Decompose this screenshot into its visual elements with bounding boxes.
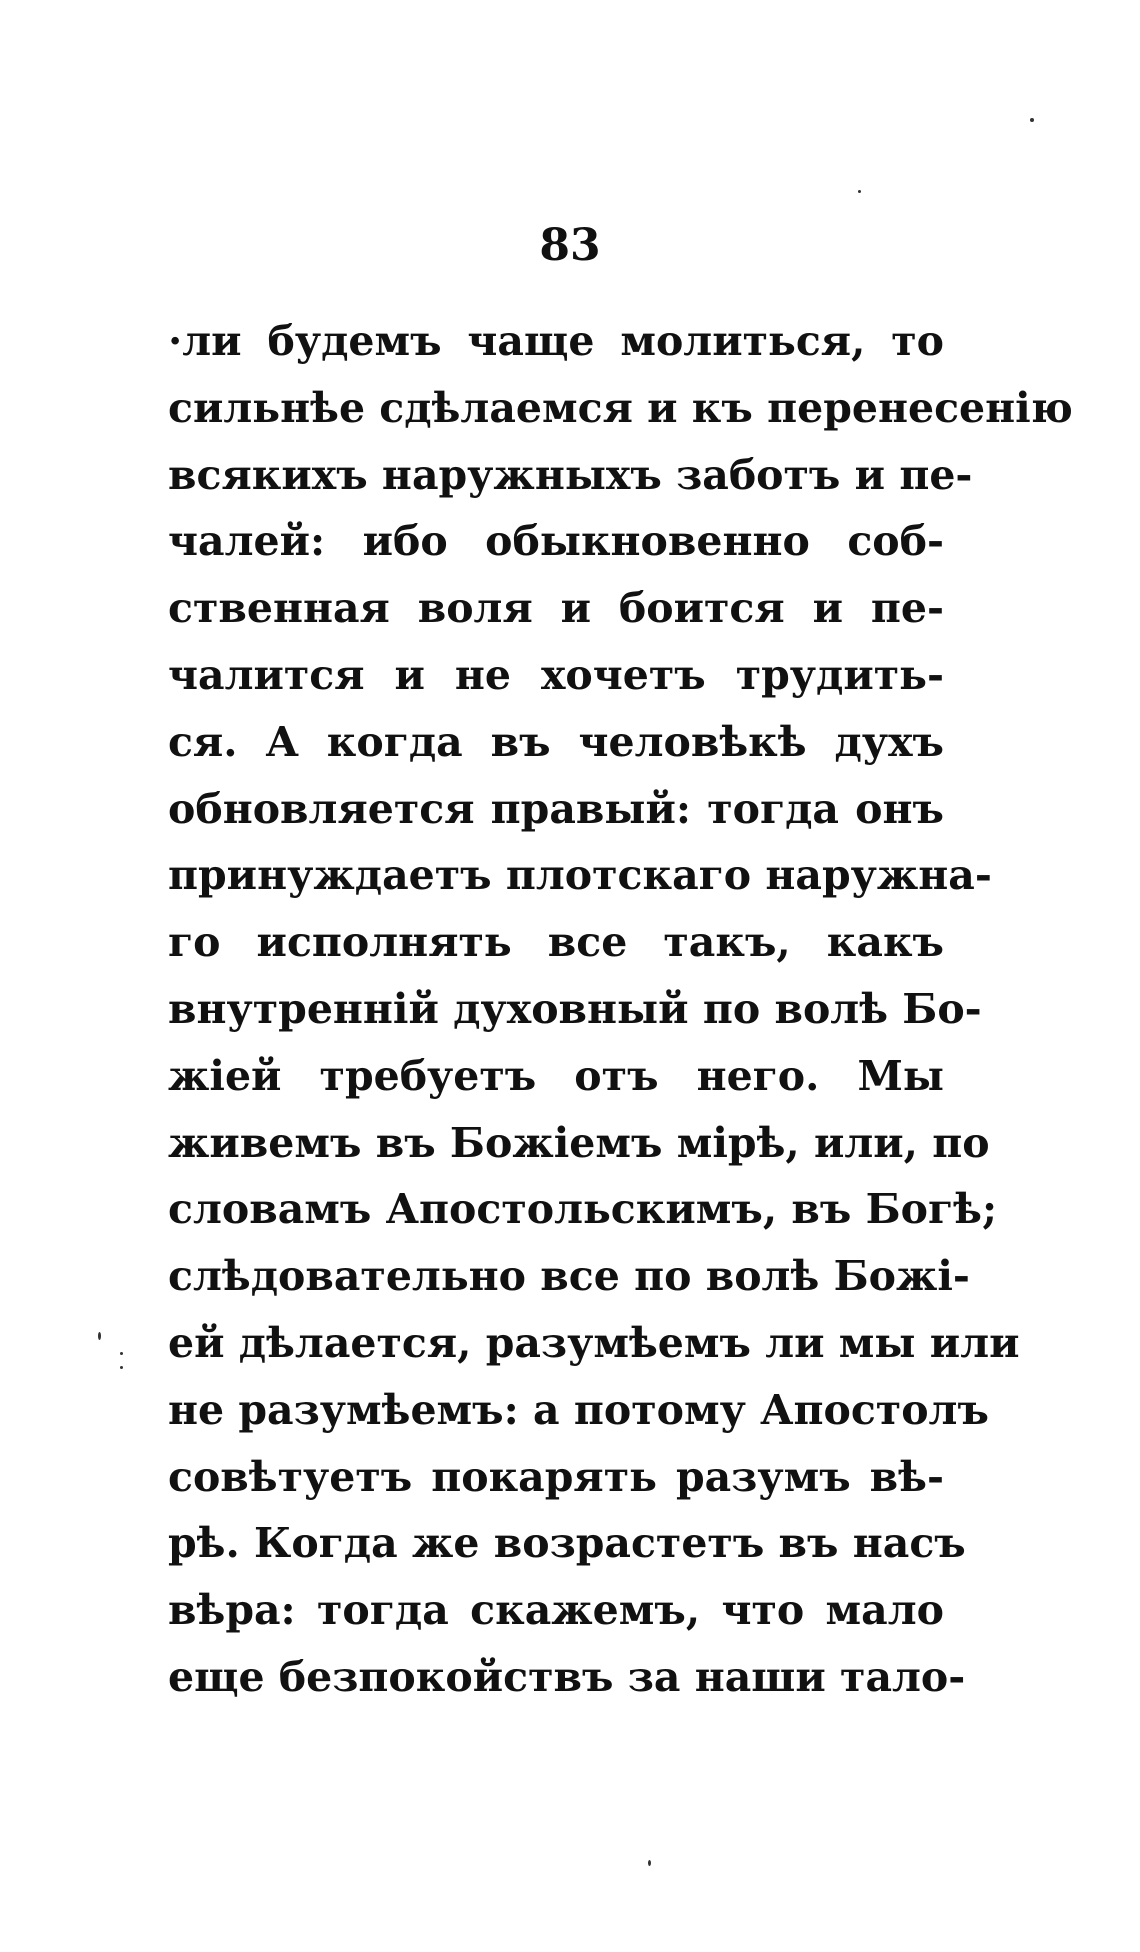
text-line: ся. А когда въ человѣкѣ духъ <box>168 717 944 766</box>
text-line: ·ли будемъ чаще молиться, то <box>168 317 944 365</box>
text-line: ственная воля и боится и пе- <box>168 584 944 633</box>
scan-speck <box>858 190 861 193</box>
text-line: сильнѣе сдѣлаемся и къ перенесенію <box>168 383 1073 432</box>
text-line: обновляется правый: тогда онъ <box>168 784 944 833</box>
scan-speck <box>98 1332 101 1340</box>
text-line: принуждаетъ плотскаго наружна- <box>168 851 992 900</box>
text-line: всякихъ наружныхъ заботъ и пе- <box>168 450 973 499</box>
text-line: жіей требуетъ отъ него. Мы <box>168 1051 944 1100</box>
page-number: 83 <box>539 220 601 271</box>
scan-speck <box>120 1352 123 1355</box>
text-line: еще безпокойствъ за наши тало- <box>168 1652 966 1701</box>
text-line: чалится и не хочетъ трудить- <box>168 650 944 699</box>
text-line: живемъ въ Божіемъ мірѣ, или, по <box>168 1118 990 1167</box>
text-line: не разумѣемъ: а потому Апостолъ <box>168 1385 989 1434</box>
scan-speck <box>120 1366 123 1369</box>
text-line: рѣ. Когда же возрастетъ въ насъ <box>168 1519 966 1568</box>
text-line: ей дѣлается, разумѣемъ ли мы или <box>168 1318 1020 1367</box>
text-line: чалей: ибо обыкновенно соб- <box>168 517 944 566</box>
text-line: словамъ Апостольскимъ, въ Богѣ; <box>168 1185 998 1234</box>
text-line: внутренній духовный по волѣ Бо- <box>168 984 982 1033</box>
text-line: совѣтуетъ покарять разумъ вѣ- <box>168 1452 944 1501</box>
body-text <box>168 308 1073 1711</box>
text-line: вѣра: тогда скажемъ, что мало <box>168 1586 944 1635</box>
text-line: слѣдовательно все по волѣ Божі- <box>168 1252 970 1301</box>
text-line: го исполнять все такъ, какъ <box>168 918 944 967</box>
scan-speck <box>648 1860 651 1866</box>
scan-speck <box>1030 118 1034 122</box>
